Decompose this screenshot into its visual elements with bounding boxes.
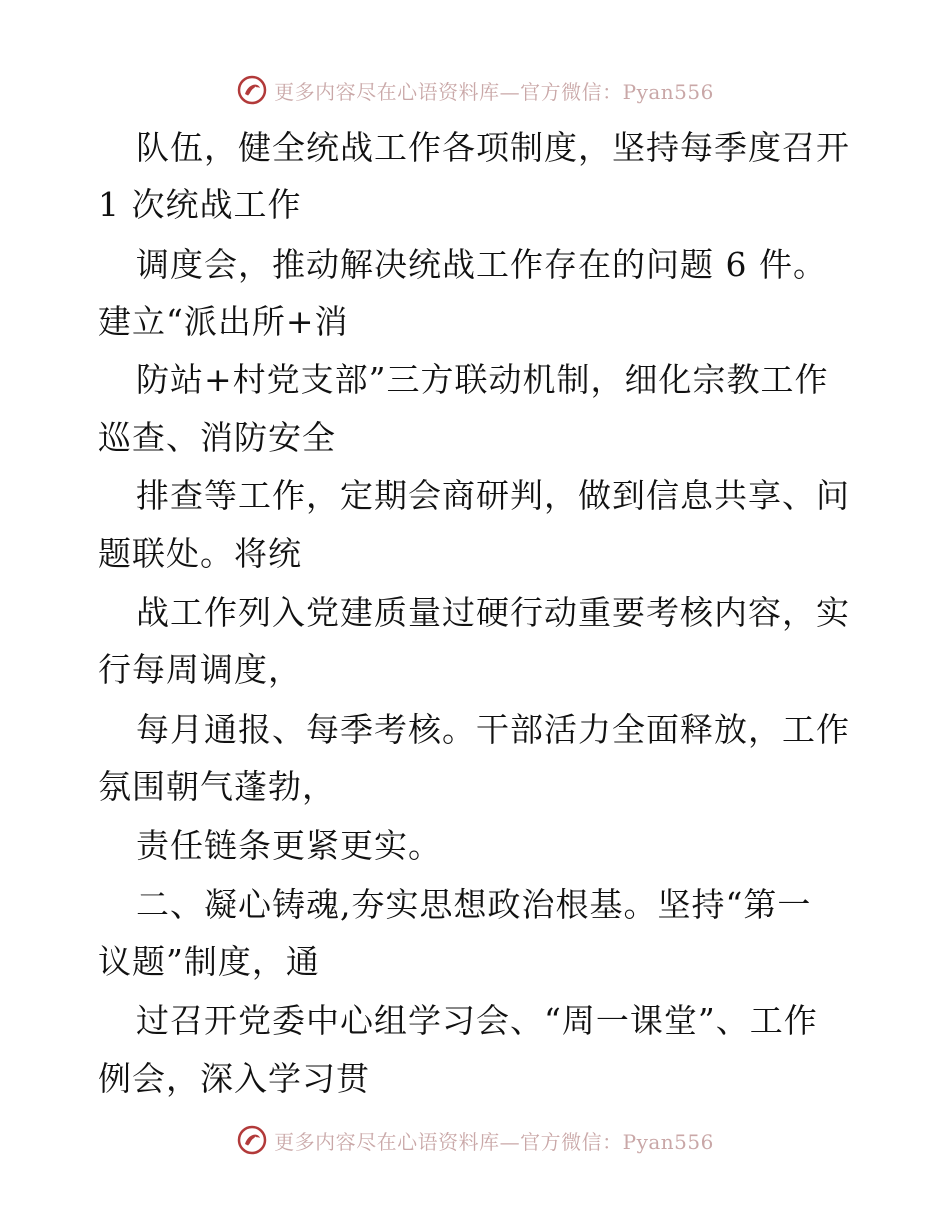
watermark-text: 更多内容尽在心语资料库—官方微信：Pyan556: [274, 79, 714, 104]
text-line: 过召开党委中心组学习会、“周一课堂”、工作: [136, 1001, 818, 1040]
text-line: 例会，深入学习贯: [98, 1059, 370, 1098]
text-line: 防站+村党支部”三方联动机制，细化宗教工作: [136, 360, 829, 399]
section-heading-line: 二、凝心铸魂,夯实思想政治根基。坚持“第一: [136, 885, 812, 924]
watermark-text: 更多内容尽在心语资料库—官方微信：Pyan556: [274, 1129, 714, 1154]
swirl-logo-icon: [236, 1124, 268, 1156]
text-line: 建立“派出所+消: [98, 302, 349, 341]
text-line: 责任链条更紧更实。: [136, 826, 442, 865]
text-line: 行每周调度，: [98, 650, 302, 689]
text-line: 1 次统战工作: [98, 185, 302, 224]
text-line: 排查等工作，定期会商研判，做到信息共享、问: [136, 476, 850, 515]
text-line: 队伍，健全统战工作各项制度，坚持每季度召开: [136, 128, 850, 167]
footer-watermark: [0, 1120, 950, 1160]
text-line: 每月通报、每季考核。干部活力全面释放，工作: [136, 710, 850, 749]
text-line: 巡查、消防安全: [98, 418, 336, 457]
text-line: 氛围朝气蓬勃，: [98, 767, 336, 806]
text-line: 题联处。将统: [98, 534, 302, 573]
text-line: 战工作列入党建质量过硬行动重要考核内容，实: [136, 593, 850, 632]
text-line: 调度会，推动解决统战工作存在的问题 6 件。: [136, 245, 827, 284]
text-line: 议题”制度，通: [98, 942, 320, 981]
